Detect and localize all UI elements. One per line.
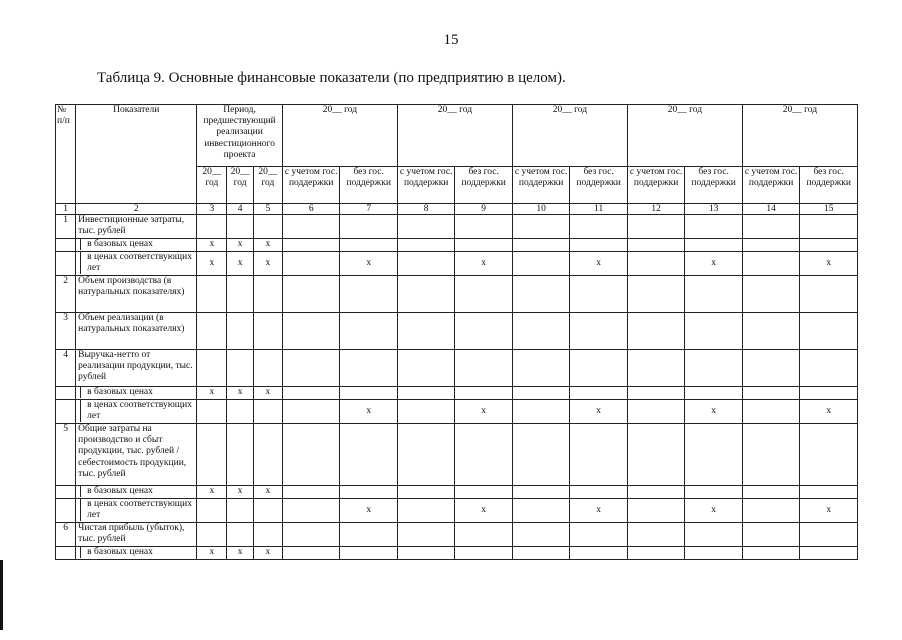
value-cell: [685, 486, 743, 499]
value-cell: [340, 313, 398, 350]
value-cell: [227, 215, 253, 239]
indicator-sublabel: в ценах соответствующих лет: [80, 499, 195, 521]
value-cell: [685, 387, 743, 400]
value-cell: [253, 523, 282, 547]
table-row: [56, 424, 858, 486]
value-cell: [282, 276, 339, 313]
value-cell: [397, 252, 454, 276]
indicator-sublabel: в ценах соответствующих лет: [80, 252, 195, 274]
header-period-year: 20__ год: [227, 167, 253, 204]
value-cell: [512, 252, 569, 276]
value-cell: [512, 424, 569, 486]
value-cell: [800, 424, 858, 486]
value-cell: x: [227, 239, 253, 252]
value-cell: [397, 424, 454, 486]
value-cell: x: [685, 499, 743, 523]
value-cell: [685, 215, 743, 239]
value-cell: [282, 313, 339, 350]
table-row: [56, 350, 858, 387]
value-cell: x: [227, 387, 253, 400]
header-year-group: 20__ год: [397, 105, 512, 167]
column-number: 1: [56, 204, 76, 215]
row-number: [56, 387, 76, 400]
value-cell: [340, 276, 398, 313]
table-subrow: [56, 547, 858, 560]
value-cell: [570, 276, 628, 313]
value-cell: x: [800, 400, 858, 424]
value-cell: [627, 252, 684, 276]
value-cell: [512, 400, 569, 424]
value-cell: [197, 313, 227, 350]
value-cell: x: [455, 499, 513, 523]
value-cell: [627, 313, 684, 350]
column-number: 9: [455, 204, 513, 215]
table-subrow: [56, 239, 858, 252]
value-cell: [627, 424, 684, 486]
header-without-support: без гос. поддержки: [800, 167, 858, 204]
value-cell: [282, 350, 339, 387]
table-subrow: [56, 387, 858, 400]
indicator-sublabel: в базовых ценах: [80, 547, 195, 558]
value-cell: x: [253, 252, 282, 276]
value-cell: [197, 350, 227, 387]
column-number: 6: [282, 204, 339, 215]
value-cell: [455, 313, 513, 350]
value-cell: [685, 547, 743, 560]
value-cell: x: [570, 400, 628, 424]
indicator-label: [76, 499, 197, 523]
value-cell: [742, 523, 799, 547]
value-cell: [197, 215, 227, 239]
value-cell: [197, 400, 227, 424]
column-number: 8: [397, 204, 454, 215]
value-cell: x: [685, 400, 743, 424]
value-cell: x: [455, 400, 513, 424]
value-cell: x: [800, 252, 858, 276]
value-cell: [742, 400, 799, 424]
value-cell: [227, 424, 253, 486]
value-cell: [397, 239, 454, 252]
header-without-support: без гос. поддержки: [685, 167, 743, 204]
value-cell: [282, 215, 339, 239]
row-number: 2: [56, 276, 76, 313]
value-cell: x: [253, 239, 282, 252]
row-number: [56, 400, 76, 424]
header-with-support: с учетом гос. поддержки: [512, 167, 569, 204]
value-cell: [742, 424, 799, 486]
value-cell: [340, 424, 398, 486]
value-cell: [253, 313, 282, 350]
value-cell: x: [227, 547, 253, 560]
header-row-number: № п/п: [56, 105, 76, 204]
value-cell: [455, 387, 513, 400]
indicator-label: [76, 547, 197, 560]
financial-indicators-table: [55, 104, 858, 560]
column-number: 4: [227, 204, 253, 215]
indicator-label: [76, 387, 197, 400]
value-cell: [340, 215, 398, 239]
indicator-label: Инвестиционные затраты, тыс. рублей: [76, 215, 197, 239]
row-number: [56, 499, 76, 523]
value-cell: [512, 313, 569, 350]
value-cell: [397, 215, 454, 239]
value-cell: [742, 350, 799, 387]
value-cell: [397, 523, 454, 547]
column-number: 3: [197, 204, 227, 215]
indicator-sublabel: в базовых ценах: [80, 486, 195, 497]
value-cell: [800, 350, 858, 387]
header-period-year: 20__ год: [253, 167, 282, 204]
header-year-group: 20__ год: [742, 105, 857, 167]
table-subrow: [56, 486, 858, 499]
value-cell: [253, 400, 282, 424]
value-cell: [282, 523, 339, 547]
value-cell: [282, 239, 339, 252]
value-cell: [253, 424, 282, 486]
value-cell: [800, 239, 858, 252]
value-cell: [253, 215, 282, 239]
value-cell: [742, 547, 799, 560]
table-row: [56, 313, 858, 350]
value-cell: [800, 486, 858, 499]
header-with-support: с учетом гос. поддержки: [627, 167, 684, 204]
value-cell: [570, 523, 628, 547]
value-cell: [627, 486, 684, 499]
value-cell: [397, 276, 454, 313]
table-row: [56, 276, 858, 313]
value-cell: x: [253, 547, 282, 560]
header-year-group: 20__ год: [512, 105, 627, 167]
table-title: Таблица 9. Основные финансовые показатели (по предприятию в целом).: [97, 70, 566, 86]
row-number: [56, 486, 76, 499]
value-cell: x: [340, 400, 398, 424]
value-cell: [227, 400, 253, 424]
indicator-label: Объем реализации (в натуральных показателях): [76, 313, 197, 350]
value-cell: x: [197, 486, 227, 499]
value-cell: [800, 276, 858, 313]
value-cell: [800, 387, 858, 400]
value-cell: [570, 239, 628, 252]
value-cell: [455, 276, 513, 313]
value-cell: [685, 313, 743, 350]
value-cell: [340, 387, 398, 400]
value-cell: [253, 276, 282, 313]
value-cell: [627, 215, 684, 239]
value-cell: [455, 486, 513, 499]
value-cell: [282, 424, 339, 486]
value-cell: [627, 547, 684, 560]
row-number: [56, 252, 76, 276]
value-cell: [227, 499, 253, 523]
value-cell: [570, 387, 628, 400]
value-cell: [227, 523, 253, 547]
financial-indicators-table-container: [55, 104, 858, 560]
value-cell: [282, 499, 339, 523]
value-cell: [455, 523, 513, 547]
value-cell: [627, 523, 684, 547]
table-subrow: [56, 252, 858, 276]
value-cell: [685, 276, 743, 313]
column-number: 14: [742, 204, 799, 215]
value-cell: [570, 350, 628, 387]
value-cell: [397, 400, 454, 424]
table-row: [56, 523, 858, 547]
value-cell: x: [227, 486, 253, 499]
value-cell: [282, 486, 339, 499]
value-cell: [227, 313, 253, 350]
row-number: 4: [56, 350, 76, 387]
row-number: 6: [56, 523, 76, 547]
indicator-label: Общие затраты на производство и сбыт продукции, тыс. рублей / себестоимость продукции, тыс. рублей: [76, 424, 197, 486]
value-cell: [570, 313, 628, 350]
value-cell: [800, 313, 858, 350]
value-cell: [512, 523, 569, 547]
value-cell: [512, 486, 569, 499]
value-cell: [570, 486, 628, 499]
value-cell: [282, 547, 339, 560]
value-cell: [282, 400, 339, 424]
value-cell: [512, 350, 569, 387]
value-cell: [282, 387, 339, 400]
value-cell: x: [197, 547, 227, 560]
value-cell: [455, 424, 513, 486]
value-cell: [627, 499, 684, 523]
value-cell: [800, 215, 858, 239]
indicator-label: Объем производства (в натуральных показателях): [76, 276, 197, 313]
value-cell: [512, 239, 569, 252]
value-cell: x: [197, 239, 227, 252]
indicator-sublabel: в ценах соответствующих лет: [80, 400, 195, 422]
column-number: 15: [800, 204, 858, 215]
header-with-support: с учетом гос. поддержки: [397, 167, 454, 204]
row-number: [56, 547, 76, 560]
value-cell: [397, 486, 454, 499]
value-cell: x: [685, 252, 743, 276]
value-cell: x: [253, 486, 282, 499]
header-with-support: с учетом гос. поддержки: [742, 167, 799, 204]
column-number-row: [56, 204, 858, 215]
value-cell: [340, 523, 398, 547]
value-cell: [253, 350, 282, 387]
header-with-support: с учетом гос. поддержки: [282, 167, 339, 204]
value-cell: [253, 499, 282, 523]
value-cell: [455, 547, 513, 560]
value-cell: [800, 547, 858, 560]
value-cell: [685, 523, 743, 547]
value-cell: [627, 400, 684, 424]
value-cell: x: [340, 499, 398, 523]
value-cell: [512, 276, 569, 313]
row-number: [56, 239, 76, 252]
table-body: [56, 215, 858, 560]
value-cell: [512, 547, 569, 560]
table-subrow: [56, 499, 858, 523]
header-without-support: без гос. поддержки: [340, 167, 398, 204]
header-without-support: без гос. поддержки: [455, 167, 513, 204]
value-cell: [340, 547, 398, 560]
indicator-label: [76, 252, 197, 276]
value-cell: x: [570, 499, 628, 523]
value-cell: [627, 239, 684, 252]
value-cell: [340, 350, 398, 387]
table-row: [56, 215, 858, 239]
header-indicators: Показатели: [76, 105, 197, 204]
value-cell: x: [340, 252, 398, 276]
value-cell: [685, 239, 743, 252]
value-cell: [570, 547, 628, 560]
value-cell: [742, 215, 799, 239]
indicator-label: Выручка-нетто от реализации продукции, тыс. рублей: [76, 350, 197, 387]
value-cell: [742, 239, 799, 252]
value-cell: [512, 215, 569, 239]
row-number: 1: [56, 215, 76, 239]
column-number: 13: [685, 204, 743, 215]
row-number: 3: [56, 313, 76, 350]
value-cell: [570, 215, 628, 239]
value-cell: [397, 313, 454, 350]
value-cell: [627, 350, 684, 387]
header-year-group: 20__ год: [627, 105, 742, 167]
value-cell: [685, 424, 743, 486]
value-cell: [227, 350, 253, 387]
column-number: 2: [76, 204, 197, 215]
value-cell: [397, 387, 454, 400]
value-cell: [742, 313, 799, 350]
column-number: 5: [253, 204, 282, 215]
value-cell: x: [800, 499, 858, 523]
value-cell: [742, 387, 799, 400]
value-cell: [512, 387, 569, 400]
value-cell: x: [253, 387, 282, 400]
value-cell: [742, 486, 799, 499]
value-cell: x: [197, 252, 227, 276]
value-cell: [800, 523, 858, 547]
indicator-sublabel: в базовых ценах: [80, 387, 195, 398]
value-cell: x: [570, 252, 628, 276]
value-cell: [397, 350, 454, 387]
header-period-year: 20__ год: [197, 167, 227, 204]
indicator-label: [76, 486, 197, 499]
value-cell: [512, 499, 569, 523]
value-cell: [197, 276, 227, 313]
value-cell: [742, 499, 799, 523]
table-subrow: [56, 400, 858, 424]
header-year-group: 20__ год: [282, 105, 397, 167]
value-cell: [227, 276, 253, 313]
indicator-label: Чистая прибыль (убыток), тыс. рублей: [76, 523, 197, 547]
indicator-label: [76, 239, 197, 252]
indicator-sublabel: в базовых ценах: [80, 239, 195, 250]
value-cell: [397, 499, 454, 523]
value-cell: [455, 215, 513, 239]
column-number: 10: [512, 204, 569, 215]
value-cell: [742, 252, 799, 276]
value-cell: [340, 486, 398, 499]
row-number: 5: [56, 424, 76, 486]
value-cell: [197, 424, 227, 486]
value-cell: x: [227, 252, 253, 276]
column-number: 12: [627, 204, 684, 215]
value-cell: [340, 239, 398, 252]
value-cell: [282, 252, 339, 276]
indicator-label: [76, 400, 197, 424]
value-cell: [455, 239, 513, 252]
page-edge-mark: [0, 560, 3, 630]
value-cell: [455, 350, 513, 387]
column-number: 7: [340, 204, 398, 215]
page-number: 15: [443, 32, 459, 48]
value-cell: [197, 499, 227, 523]
value-cell: x: [197, 387, 227, 400]
header-prior-period: Период, предшествующий реализации инвестиционного проекта: [197, 105, 283, 167]
value-cell: [627, 276, 684, 313]
value-cell: [627, 387, 684, 400]
value-cell: [397, 547, 454, 560]
value-cell: [742, 276, 799, 313]
value-cell: [685, 350, 743, 387]
header-without-support: без гос. поддержки: [570, 167, 628, 204]
value-cell: x: [455, 252, 513, 276]
value-cell: [570, 424, 628, 486]
column-number: 11: [570, 204, 628, 215]
value-cell: [197, 523, 227, 547]
